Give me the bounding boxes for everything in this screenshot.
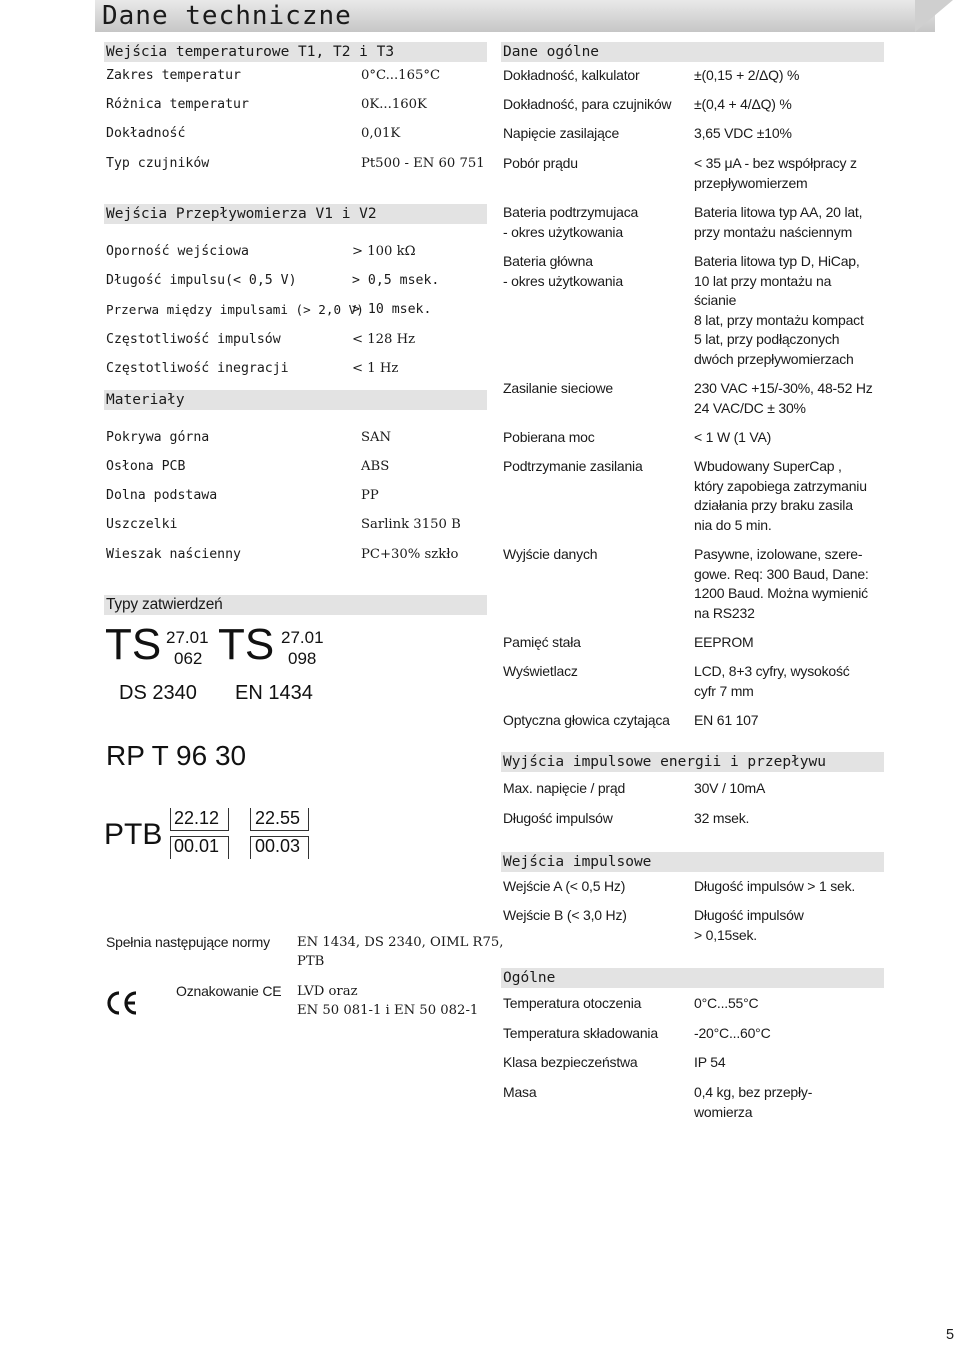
spec-label: Częstotliwość impulsów bbox=[106, 332, 281, 347]
ptb-mark: PTB bbox=[104, 818, 163, 851]
norms-value: PTB bbox=[297, 954, 325, 969]
ce-mark-icon bbox=[104, 990, 140, 1016]
spec-value: > 0,5 msek. bbox=[352, 273, 440, 288]
en-approval: EN 1434 bbox=[235, 682, 313, 704]
spec-value: nia do 5 min. bbox=[694, 516, 772, 533]
spec-value: Długość impulsów > 1 sek. bbox=[694, 878, 856, 894]
ptb-code: 00.01 bbox=[174, 836, 220, 856]
spec-value: działania przy braku zasila bbox=[694, 497, 853, 513]
spec-label: Zakres temperatur bbox=[106, 68, 241, 83]
spec-value: 24 VAC/DC ± 30% bbox=[694, 399, 806, 416]
spec-label: Dokładność, kalkulator bbox=[503, 67, 640, 83]
spec-value: 0,01K bbox=[361, 126, 401, 141]
spec-label: Przerwa między impulsami (> 2,0 V) bbox=[106, 302, 364, 317]
spec-value: 10 lat przy montażu na bbox=[694, 272, 832, 289]
ts-code-top: 27.01 bbox=[166, 628, 209, 647]
spec-label: Długość impulsu(< 0,5 V) bbox=[106, 273, 297, 288]
spec-label: Długość impulsów bbox=[503, 810, 613, 826]
spec-value: < 1 W (1 VA) bbox=[694, 429, 772, 445]
spec-value: 5 lat, przy podłączonych bbox=[694, 331, 840, 347]
spec-value: > 100 kΩ bbox=[352, 244, 416, 259]
section-pulse-outputs: Wyjścia impulsowe energii i przepływu bbox=[501, 752, 884, 772]
spec-value: Długość impulsów bbox=[694, 907, 804, 923]
spec-value: 3,65 VDC ±10% bbox=[694, 125, 792, 141]
section-general-data: Dane ogólne bbox=[501, 42, 884, 62]
spec-label: Masa bbox=[503, 1084, 537, 1100]
spec-value: Wbudowany SuperCap , bbox=[694, 458, 842, 474]
spec-value: EEPROM bbox=[694, 634, 754, 650]
spec-label: Wyświetlacz bbox=[503, 663, 578, 679]
spec-label: Pobór prądu bbox=[503, 155, 578, 171]
spec-value: ±(0,4 + 4/ΔQ) % bbox=[694, 96, 792, 112]
spec-label: Zasilanie sieciowe bbox=[503, 380, 614, 396]
spec-value: ±(0,15 + 2/ΔQ) % bbox=[694, 67, 800, 83]
spec-value: -20°C...60°C bbox=[694, 1025, 771, 1041]
spec-value: 0°C...55°C bbox=[694, 995, 759, 1011]
spec-value: < 35 μA - bez współpracy z bbox=[694, 155, 857, 171]
spec-label: - okres użytkowania bbox=[503, 272, 623, 289]
spec-value: ścianie bbox=[694, 292, 737, 308]
spec-value: cyfr 7 mm bbox=[694, 682, 754, 699]
spec-label: Bateria główna bbox=[503, 253, 593, 269]
spec-value: < 128 Hz bbox=[352, 332, 416, 347]
spec-value: który zapobiega zatrzymaniu bbox=[694, 477, 867, 494]
spec-label: Osłona PCB bbox=[106, 459, 186, 474]
ptb-code: 00.03 bbox=[255, 836, 301, 856]
spec-label: Oporność wejściowa bbox=[106, 244, 249, 259]
spec-value: 32 msek. bbox=[694, 810, 750, 826]
spec-value: Pt500 - EN 60 751 bbox=[361, 156, 485, 171]
spec-value: > 10 msek. bbox=[352, 302, 432, 317]
spec-label: Wyjście danych bbox=[503, 546, 598, 562]
spec-value: 8 lat, przy montażu kompact bbox=[694, 311, 864, 328]
spec-value: 1200 Baud. Można wymienić bbox=[694, 585, 868, 601]
spec-label: Optyczna głowica czytająca bbox=[503, 712, 670, 728]
ts-code-bottom: 098 bbox=[288, 649, 317, 668]
header-bar-corner bbox=[915, 0, 953, 32]
spec-label: Dokładność bbox=[106, 126, 186, 141]
spec-label: Pobierana moc bbox=[503, 429, 595, 445]
spec-value: IP 54 bbox=[694, 1054, 726, 1070]
ce-value: EN 50 081-1 i EN 50 082-1 bbox=[297, 1003, 479, 1018]
ts-code-bottom: 062 bbox=[174, 649, 203, 668]
norms-label: Spełnia następujące normy bbox=[106, 934, 270, 950]
spec-label: Wejście A (< 0,5 Hz) bbox=[503, 878, 626, 894]
spec-label: Temperatura otoczenia bbox=[503, 995, 642, 1011]
spec-value: Pasywne, izolowane, szere- bbox=[694, 546, 863, 562]
ts-mark: TS bbox=[218, 620, 275, 669]
spec-value: Sarlink 3150 B bbox=[361, 517, 461, 532]
spec-label: Podtrzymanie zasilania bbox=[503, 458, 643, 474]
spec-label: Dolna podstawa bbox=[106, 488, 218, 503]
ptb-code: 22.55 bbox=[255, 808, 301, 828]
ts-mark: TS bbox=[105, 620, 162, 669]
spec-value: ABS bbox=[361, 459, 390, 474]
spec-value: Bateria litowa typ D, HiCap, bbox=[694, 253, 860, 269]
norms-value: EN 1434, DS 2340, OIML R75, bbox=[297, 935, 504, 950]
spec-value: > 0,15sek. bbox=[694, 926, 757, 943]
section-flowmeter-inputs: Wejścia Przepływomierza V1 i V2 bbox=[104, 204, 487, 224]
spec-label: Bateria podtrzymujaca bbox=[503, 204, 639, 220]
ds-approval: DS 2340 bbox=[119, 682, 197, 704]
spec-value: 0K...160K bbox=[361, 97, 427, 112]
page-title: Dane techniczne bbox=[102, 1, 352, 31]
spec-label: Częstotliwość inegracji bbox=[106, 361, 289, 376]
spec-value: gowe. Req: 300 Baud, Dane: bbox=[694, 565, 869, 582]
section-materials: Materiały bbox=[104, 390, 487, 410]
page-number: 5 bbox=[946, 1327, 955, 1343]
spec-label: Pamięć stała bbox=[503, 634, 581, 650]
spec-value: 30V / 10mA bbox=[694, 780, 766, 796]
spec-value: 0°C...165°C bbox=[361, 68, 441, 83]
section-temperature-inputs: Wejścia temperaturowe T1, T2 i T3 bbox=[104, 42, 487, 62]
section-pulse-inputs: Wejścia impulsowe bbox=[501, 852, 884, 872]
spec-label: Napięcie zasilające bbox=[503, 125, 620, 141]
spec-label: - okres użytkowania bbox=[503, 223, 623, 240]
spec-value: < 1 Hz bbox=[352, 361, 399, 376]
spec-value: LCD, 8+3 cyfry, wysokość bbox=[694, 663, 850, 679]
spec-value: PP bbox=[361, 488, 379, 503]
spec-value: EN 61 107 bbox=[694, 712, 759, 728]
spec-value: PC+30% szkło bbox=[361, 547, 459, 562]
spec-label: Max. napięcie / prąd bbox=[503, 780, 626, 796]
rpt-approval: RP T 96 30 bbox=[106, 740, 247, 771]
spec-label: Temperatura składowania bbox=[503, 1025, 658, 1041]
spec-label: Wejście B (< 3,0 Hz) bbox=[503, 907, 627, 923]
spec-value: SAN bbox=[361, 430, 392, 445]
spec-value: 230 VAC +15/-30%, 48-52 Hz bbox=[694, 380, 873, 396]
section-approvals: Typy zatwierdzeń bbox=[104, 595, 487, 615]
spec-label: Wieszak naścienny bbox=[106, 547, 241, 562]
spec-value: na RS232 bbox=[694, 604, 755, 621]
section-general: Ogólne bbox=[501, 968, 884, 988]
spec-label: Uszczelki bbox=[106, 517, 178, 532]
spec-label: Pokrywa górna bbox=[106, 430, 210, 445]
spec-value: 0,4 kg, bez przepły- bbox=[694, 1084, 813, 1100]
spec-value: Bateria litowa typ AA, 20 lat, bbox=[694, 204, 863, 220]
spec-label: Dokładność, para czujników bbox=[503, 96, 672, 112]
spec-value: przepływomierzem bbox=[694, 174, 808, 191]
ce-label: Oznakowanie CE bbox=[176, 983, 282, 999]
ts-code-top: 27.01 bbox=[281, 628, 324, 647]
spec-label: Klasa bezpieczeństwa bbox=[503, 1054, 638, 1070]
spec-value: dwóch przepływomierzach bbox=[694, 350, 854, 367]
spec-label: Typ czujników bbox=[106, 156, 210, 171]
ptb-code: 22.12 bbox=[174, 808, 220, 828]
ce-value: LVD oraz bbox=[297, 984, 358, 999]
spec-value: womierza bbox=[694, 1103, 753, 1120]
spec-value: przy montażu naściennym bbox=[694, 223, 853, 240]
spec-label: Różnica temperatur bbox=[106, 97, 249, 112]
